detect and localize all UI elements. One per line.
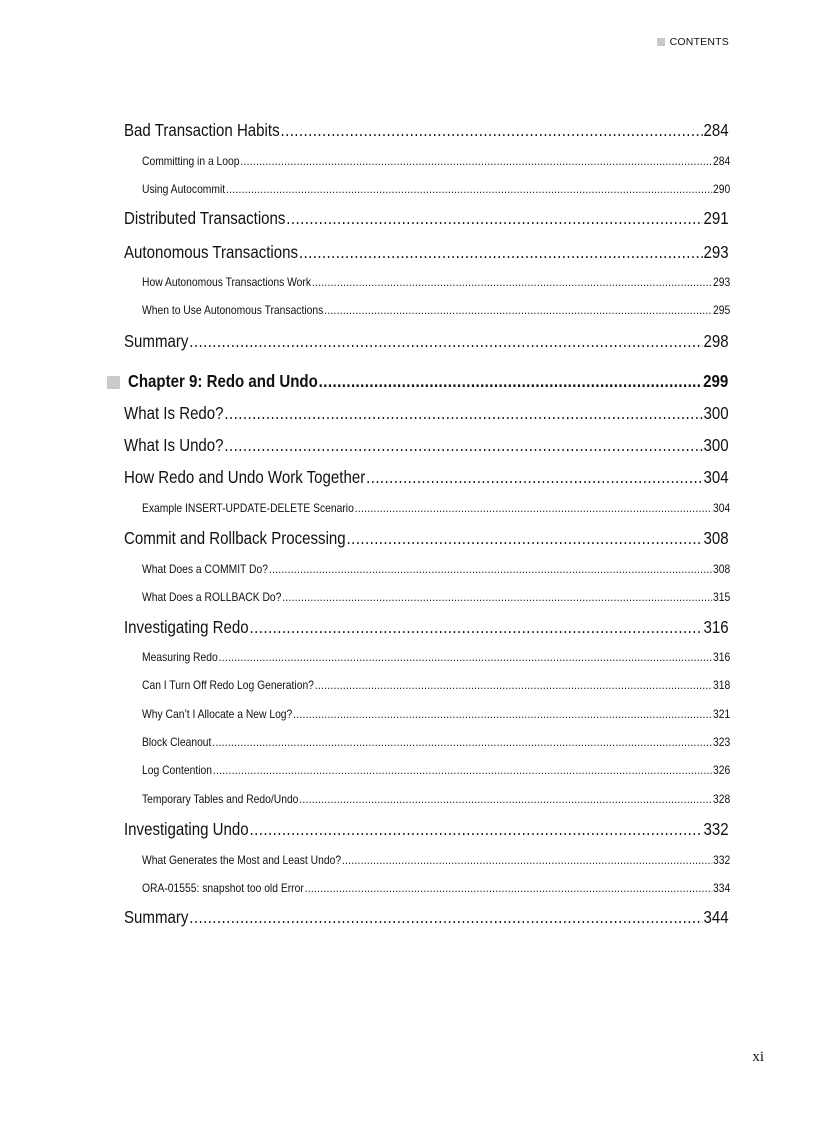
toc-entry-page: 332 [713,853,731,867]
toc-entry-title: What Is Redo? [124,403,224,423]
toc-entry-page: 291 [703,208,729,228]
toc-entry-page: 304 [703,467,729,487]
toc-entry[interactable] [142,763,730,777]
chapter-square-icon [107,376,120,389]
toc-entry[interactable] [142,562,730,576]
toc-entry[interactable] [124,242,729,263]
toc-entry-title: What Is Undo? [124,435,224,455]
toc-entry-page: 332 [703,819,729,839]
toc-entry[interactable] [124,331,729,352]
toc-entry-title: Bad Transaction Habits [124,120,280,140]
toc-entry[interactable] [142,707,730,721]
toc-entry-title: Summary [124,331,189,351]
toc-entry-page: 308 [713,562,731,576]
toc-entry-page: 304 [713,501,731,515]
toc-entry-title: Block Cleanout [142,735,212,749]
toc-entry[interactable] [124,467,729,488]
toc-entry-page: 300 [703,435,729,455]
toc-entry[interactable] [124,907,729,928]
toc-entry-title: Can I Turn Off Redo Log Generation? [142,678,314,692]
toc-entry-title: Temporary Tables and Redo/Undo [142,792,299,806]
chapter-page: 299 [703,371,729,391]
toc-entry-page: 298 [703,331,729,351]
toc-entry[interactable] [124,528,729,549]
toc-entry[interactable] [142,154,730,168]
toc-entry-page: 328 [713,792,731,806]
toc-entry-page: 316 [703,617,729,637]
toc-entry[interactable] [124,403,729,424]
toc-entry-page: 293 [703,242,729,262]
toc-entry-title: Log Contention [142,763,213,777]
toc-entry-page: 323 [713,735,731,749]
toc-entry-title: Autonomous Transactions [124,242,299,262]
toc-entry-page: 321 [713,707,731,721]
toc-entry-title: What Generates the Most and Least Undo? [142,853,342,867]
toc-entry-page: 293 [713,275,731,289]
header-label: CONTENTS [669,36,729,48]
toc-entry-page: 308 [703,528,729,548]
toc-entry-page: 334 [713,881,731,895]
toc-entry[interactable] [124,120,729,141]
toc-entry[interactable] [142,853,730,867]
toc-entry[interactable] [142,678,730,692]
toc-entry[interactable] [142,650,730,664]
page-number: xi [752,1049,764,1065]
toc-entry-title: Summary [124,907,189,927]
toc-entry-page: 326 [713,763,731,777]
toc-entry[interactable] [124,819,729,840]
toc-entry[interactable] [142,303,730,317]
toc-entry[interactable] [124,208,729,229]
toc-entry-page: 290 [713,182,731,196]
toc-entry-title: Example INSERT-UPDATE-DELETE Scenario [142,501,354,515]
toc-entry-title: What Does a ROLLBACK Do? [142,590,282,604]
toc-entry[interactable] [142,501,730,515]
toc-entry-page: 300 [703,403,729,423]
toc-entry-title: ORA-01555: snapshot too old Error [142,881,304,895]
toc-entry-title: Why Can’t I Allocate a New Log? [142,707,293,721]
toc-entry[interactable] [142,735,730,749]
toc-entry[interactable] [124,617,729,638]
toc-entry-title: When to Use Autonomous Transactions [142,303,324,317]
toc-entry[interactable] [142,590,730,604]
toc-entry-title: Using Autocommit [142,182,226,196]
toc-entry[interactable] [142,182,730,196]
running-header [657,36,729,48]
toc-entry-page: 344 [703,907,729,927]
chapter-entry[interactable] [128,371,728,392]
toc-entry-page: 284 [713,154,731,168]
chapter-title: Chapter 9: Redo and Undo [128,371,318,391]
toc-entry-title: Commit and Rollback Processing [124,528,346,548]
toc-entry-page: 316 [713,650,731,664]
toc-entry-title: How Redo and Undo Work Together [124,467,366,487]
header-square-icon [657,38,665,46]
toc-entry-title: How Autonomous Transactions Work [142,275,312,289]
toc-entry-title: Distributed Transactions [124,208,286,228]
toc-entry-page: 284 [703,120,729,140]
toc-entry[interactable] [142,275,730,289]
toc-entry-page: 315 [713,590,731,604]
toc-entry-page: 295 [713,303,731,317]
toc-entry[interactable] [124,435,729,456]
toc-entry[interactable] [142,792,730,806]
toc-entry[interactable] [142,881,730,895]
toc-entry-page: 318 [713,678,731,692]
toc-entry-title: Committing in a Loop [142,154,240,168]
toc-entry-title: Investigating Redo [124,617,249,637]
toc-entry-title: Measuring Redo [142,650,218,664]
toc-entry-title: Investigating Undo [124,819,249,839]
toc-entry-title: What Does a COMMIT Do? [142,562,268,576]
